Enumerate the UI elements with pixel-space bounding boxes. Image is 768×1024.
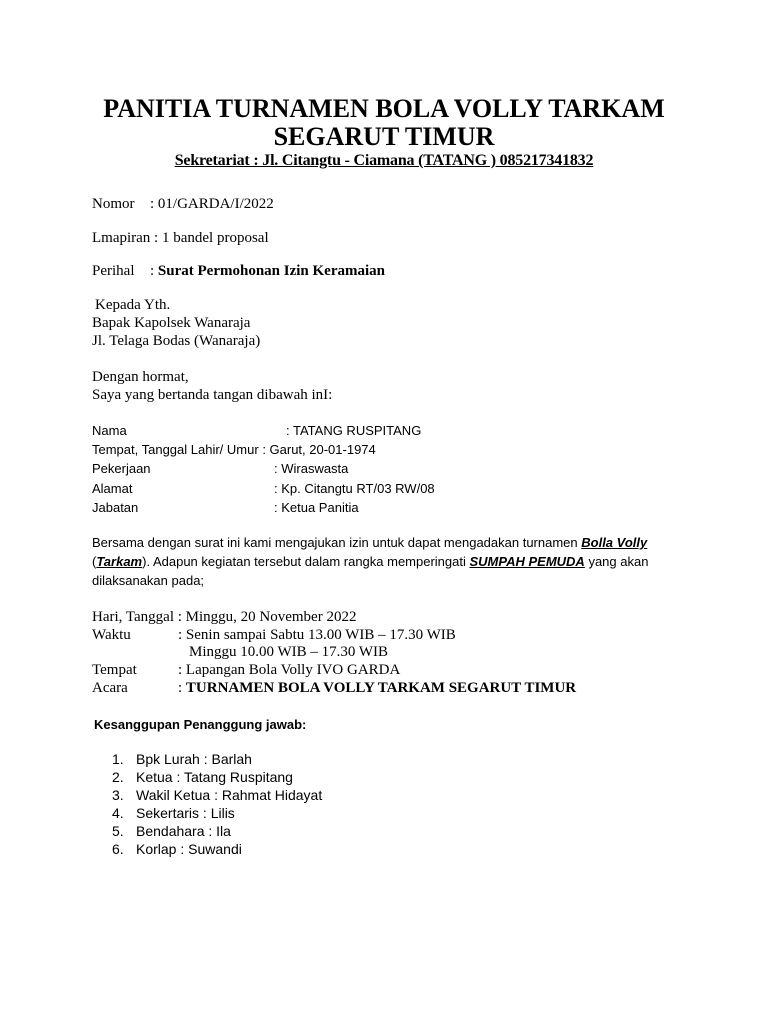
list-item-number: 3. [112, 787, 124, 803]
nomor-value: : 01/GARDA/I/2022 [150, 196, 274, 212]
identity-row [92, 460, 348, 478]
event-time-value: : Senin sampai Sabtu 13.00 WIB – 17.30 WIB [178, 627, 456, 643]
greeting-line1: Dengan hormat, [92, 369, 189, 385]
identity-value: : Ketua Panitia [274, 500, 359, 515]
greeting-line2: Saya yang bertanda tangan dibawah inI: [92, 387, 333, 403]
event-time-value2: Minggu 10.00 WIB – 17.30 WIB [189, 644, 389, 660]
responsible-list [112, 750, 322, 858]
perihal-value: Surat Permohonan Izin Keramaian [157, 263, 386, 279]
list-item [112, 786, 322, 804]
list-item-text: Bendahara : Ila [136, 823, 231, 839]
body-text: ( [92, 554, 97, 569]
event-place-label: Tempat [92, 662, 137, 678]
event-name-label: Acara [92, 680, 128, 696]
perihal-row [92, 262, 385, 280]
body-emphasis-tarkam: Tarkam [96, 554, 143, 569]
list-item-text: Bpk Lurah : Barlah [136, 751, 252, 767]
secretariat-address: Sekretariat : Jl. Citangtu - Ciamana (TATANG ) 085217341832 [174, 152, 594, 169]
list-item-number: 6. [112, 841, 124, 857]
list-item-text: Sekertaris : Lilis [136, 805, 235, 821]
list-item [112, 804, 322, 822]
list-item [112, 840, 322, 858]
identity-label: Nama [92, 423, 127, 438]
body-emphasis-bolla-volly: Bolla Volly [581, 535, 648, 550]
perihal-colon: : [150, 263, 155, 279]
event-name-value: TURNAMEN BOLA VOLLY TARKAM SEGARUT TIMUR [185, 680, 577, 696]
body-line1 [92, 534, 647, 552]
event-name-colon: : [178, 680, 183, 696]
recipient-line3: Jl. Telaga Bodas (Wanaraja) [92, 333, 261, 349]
list-item-number: 2. [112, 769, 124, 785]
identity-label: Alamat [92, 481, 133, 496]
recipient-line2: Bapak Kapolsek Wanaraja [92, 315, 251, 331]
list-item-number: 5. [112, 823, 124, 839]
list-item-number: 1. [112, 751, 124, 767]
nomor-label: Nomor [92, 196, 135, 212]
list-item-number: 4. [112, 805, 124, 821]
event-time-row [92, 626, 456, 644]
list-item [112, 750, 322, 768]
list-item [112, 768, 322, 786]
lampiran-row: Lmapiran : 1 bandel proposal [92, 230, 269, 246]
identity-label: Jabatan [92, 500, 139, 515]
list-item-text: Wakil Ketua : Rahmat Hidayat [136, 787, 323, 803]
body-text: Bersama dengan surat ini kami mengajukan izin untuk dapat mengadakan turnamen [92, 535, 582, 550]
identity-value: : TATANG RUSPITANG [286, 423, 422, 438]
event-time-label: Waktu [92, 627, 131, 643]
letter-title-line1: PANITIA TURNAMEN BOLA VOLLY TARKAM [103, 94, 665, 123]
identity-value: : Garut, 20-01-1974 [262, 442, 376, 457]
recipient-line1: Kepada Yth. [95, 297, 171, 313]
event-place-row [92, 661, 400, 679]
event-place-value: : Lapangan Bola Volly IVO GARDA [178, 662, 401, 678]
responsible-heading: Kesanggupan Penanggung jawab: [94, 717, 307, 732]
identity-row [92, 499, 359, 517]
body-text: ). Adapun kegiatan tersebut dalam rangka memperingati [142, 554, 470, 569]
list-item-text: Korlap : Suwandi [136, 841, 242, 857]
event-date-row: Hari, Tanggal : Minggu, 20 November 2022 [92, 609, 357, 625]
identity-label: Pekerjaan [92, 461, 151, 476]
identity-row [92, 441, 376, 459]
list-item [112, 822, 322, 840]
perihal-label: Perihal [92, 263, 135, 279]
letter-title-line2: SEGARUT TIMUR [273, 122, 495, 151]
body-line3: dilaksanakan pada; [92, 573, 205, 588]
list-item-text: Ketua : Tatang Ruspitang [136, 769, 293, 785]
body-line2 [92, 553, 648, 571]
body-text: yang akan [584, 554, 649, 569]
identity-value: : Wiraswasta [274, 461, 349, 476]
identity-label: Tempat, Tanggal Lahir/ Umur [92, 442, 259, 457]
event-name-row [92, 679, 576, 697]
identity-row [92, 422, 421, 440]
nomor-row [92, 195, 274, 213]
identity-row [92, 480, 435, 498]
identity-value: : Kp. Citangtu RT/03 RW/08 [274, 481, 435, 496]
body-emphasis-sumpah-pemuda: SUMPAH PEMUDA [469, 554, 585, 569]
